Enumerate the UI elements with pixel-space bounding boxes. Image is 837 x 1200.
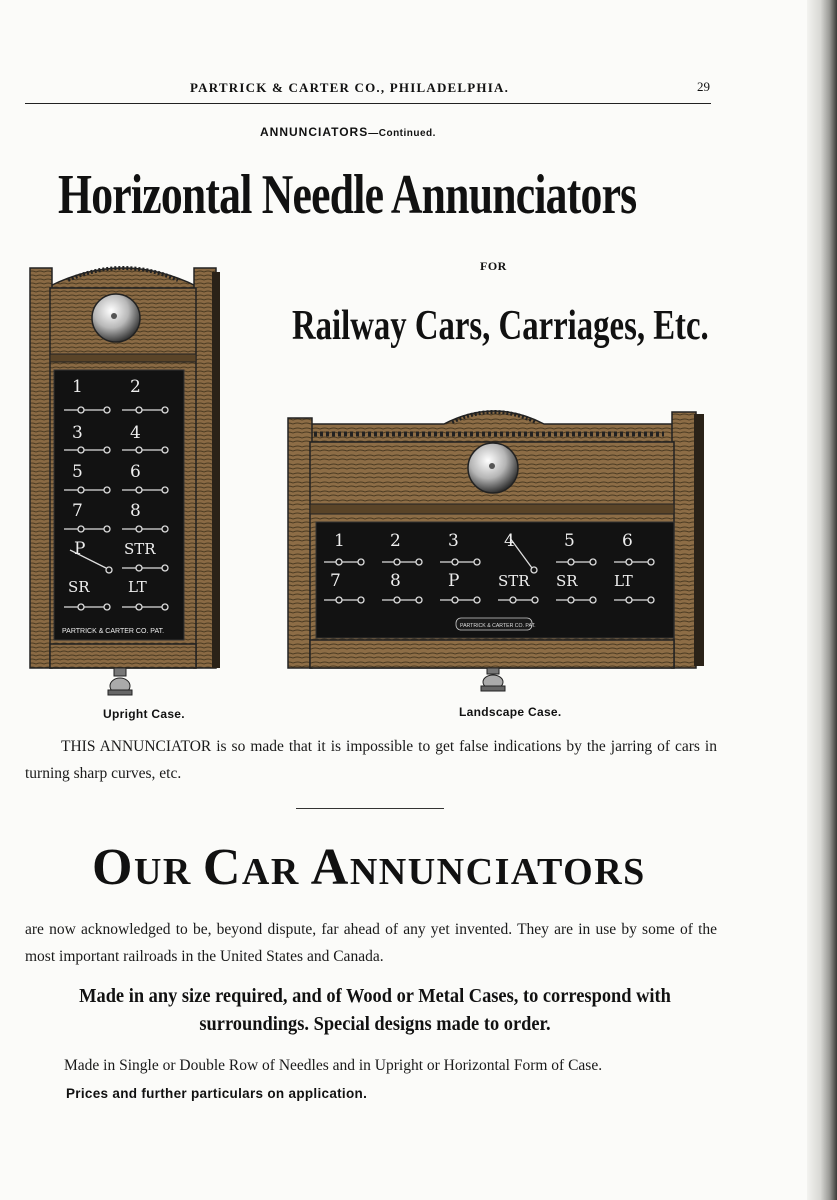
- upright-label-2: 2: [130, 377, 141, 397]
- landscape-label-7: 7: [330, 571, 341, 591]
- running-head: PARTRICK & CARTER CO., PHILADELPHIA.: [190, 80, 510, 95]
- paragraph-single-double-row: Made in Single or Double Row of Needles and in Upright or Horizontal Form of Case.: [64, 1057, 603, 1074]
- landscape-label-str: STR: [498, 572, 530, 590]
- page-edge-shadow: [807, 0, 837, 1200]
- upright-label-4: 4: [130, 423, 141, 443]
- upright-label-1: 1: [72, 377, 83, 397]
- paragraph-false-indications: THIS ANNUNCIATOR is so made that it is impossible to get false indications by the jarring of cars in turning sharp curves, etc.: [25, 738, 717, 782]
- upright-label-3: 3: [72, 423, 83, 443]
- upright-label-5: 5: [72, 462, 83, 482]
- landscape-label-3: 3: [448, 531, 459, 551]
- for-word: FOR: [480, 259, 507, 273]
- page-number: 29: [697, 79, 710, 94]
- upright-case-caption: Upright Case.: [103, 707, 185, 721]
- landscape-label-sr: SR: [556, 572, 578, 590]
- section-label: [260, 125, 436, 139]
- upright-label-6: 6: [130, 462, 141, 482]
- wood-metal-cases-statement: Made in any size required, and of Wood or Metal Cases, to correspond with surroundings. Special designs made to order.: [79, 985, 671, 1035]
- section-label-suffix: —Continued.: [368, 128, 436, 139]
- header-rule: [25, 103, 711, 104]
- landscape-label-8: 8: [390, 571, 401, 591]
- landscape-label-2: 2: [390, 531, 401, 551]
- car-annunciators-heading: OUR CAR ANNUNCIATORS: [92, 839, 646, 896]
- upright-nameplate: PARTRICK & CARTER CO. PAT.: [62, 628, 165, 635]
- section-divider: [296, 808, 444, 809]
- section-label-main: ANNUNCIATORS: [260, 125, 369, 139]
- page-title: Horizontal Needle Annunciators: [58, 164, 637, 226]
- landscape-label-5: 5: [564, 531, 575, 551]
- landscape-label-lt: LT: [614, 572, 633, 590]
- prices-closing-line: Prices and further particulars on application.: [66, 1086, 368, 1101]
- upright-label-sr: SR: [68, 578, 90, 596]
- upright-label-7: 7: [72, 501, 83, 521]
- landscape-label-6: 6: [622, 531, 633, 551]
- page-subtitle: Railway Cars, Carriages, Etc.: [292, 303, 709, 349]
- landscape-nameplate: PARTRICK & CARTER CO. PAT.: [460, 623, 536, 629]
- landscape-case-illustration: [284, 404, 716, 696]
- upright-label-str: STR: [124, 540, 156, 558]
- landscape-label-p: P: [448, 571, 460, 591]
- paragraph-railroads: are now acknowledged to be, beyond dispute, far ahead of any yet invented. They are in use by some of the most important railroads in the United States and Canada.: [25, 921, 717, 965]
- landscape-label-1: 1: [334, 531, 345, 551]
- landscape-case-caption: Landscape Case.: [459, 705, 562, 719]
- upright-label-8: 8: [130, 501, 141, 521]
- upright-label-p: P: [74, 539, 86, 559]
- upright-label-lt: LT: [128, 578, 147, 596]
- upright-case-illustration: [28, 258, 223, 698]
- landscape-label-4: 4: [504, 531, 515, 551]
